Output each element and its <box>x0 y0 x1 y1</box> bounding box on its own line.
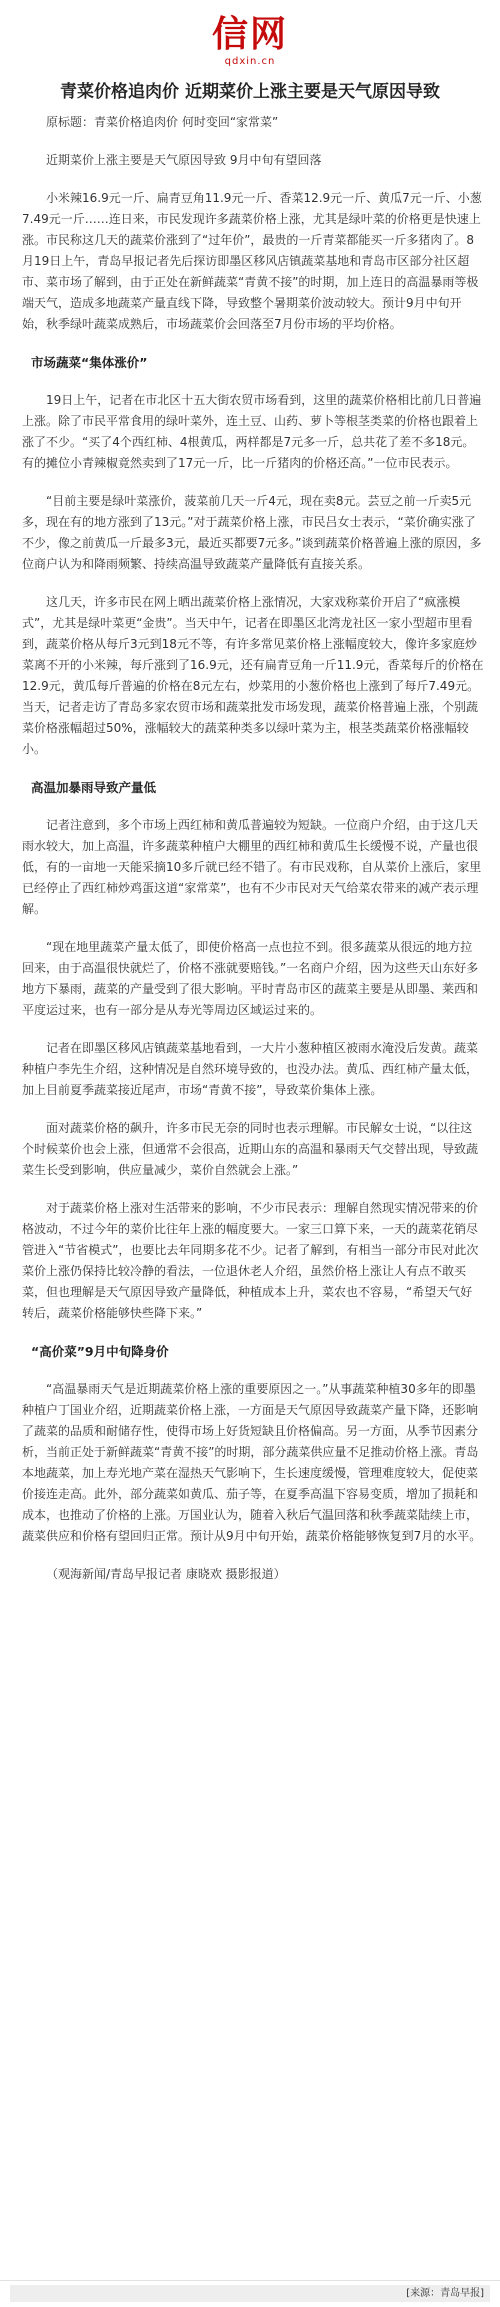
paragraph: 对于蔬菜价格上涨对生活带来的影响，不少市民表示：理解自然现实情况带来的价格波动，不过今年的菜价比往年上涨的幅度要大。一家三口算下来，一天的蔬菜花销尽管进入“节省模式”，也要比去年同期多花不少。记者了解到，有相当一部分市民对此次菜价上涨仍保持比较冷静的看法，一位退休老人介绍，虽然价格上涨让人有点不敢买菜，但也理解是天气原因导致产量降低，种植成本上升，菜农也不容易，“希望天气好转后，蔬菜价格能够快些降下来。” <box>22 1201 479 1320</box>
section-heading: “高价菜”9月中旬降身价 <box>31 1344 169 1359</box>
paragraph: 原标题：青菜价格追肉价 何时变回“家常菜” <box>46 115 279 129</box>
logo-text: 信网 <box>211 13 288 55</box>
paragraph: 记者注意到，多个市场上西红柿和黄瓜普遍较为短缺。一位商户介绍，由于这几天雨水较大，加上高温，许多蔬菜种植户大棚里的西红柿和黄瓜生长缓慢不说，产量也很低，有的一亩地一天能采摘10多斤就已经不错了。有市民戏称，自从菜价上涨后，家里已经停止了西红柿炒鸡蛋这道“家常菜”，也有不少市民对天气给菜农带来的减产表示理解。 <box>22 818 482 916</box>
site-logo[interactable] <box>0 14 500 67</box>
paragraph: 小米辣16.9元一斤、扁青豆角11.9元一斤、香菜12.9元一斤、黄瓜7元一斤、小葱7.49元一斤……连日来，市民发现许多蔬菜价格上涨，尤其是绿叶菜的价格更是快速上涨。市民称这几天的蔬菜价涨到了“过年价”，最贵的一斤青菜都能买一斤多猪肉了。8月19日上午，青岛早报记者先后探访即墨区移风店镇蔬菜基地和青岛市区部分社区超市、菜市场了解到，由于正处在新鲜蔬菜“青黄不接”的时期，加上连日的高温暴雨等极端天气，造成多地蔬菜产量直线下降，导致整个暑期菜价波动较大。预计9月中旬开始，秋季绿叶蔬菜成熟后，市场蔬菜价会回落至7月份市场的平均价格。 <box>22 191 482 331</box>
paragraph: 记者在即墨区移风店镇蔬菜基地看到，一大片小葱种植区被雨水淹没后发黄。蔬菜种植户李先生介绍，这种情况是自然环境导致的，也没办法。黄瓜、西红柿产量太低，加上目前夏季蔬菜接近尾声，市场“青黄不接”，导致菜价集体上涨。 <box>22 1041 479 1097</box>
section-heading: 高温加暴雨导致产量低 <box>31 780 157 795</box>
paragraph: 19日上午，记者在市北区十五大街农贸市场看到，这里的蔬菜价格相比前几日普遍上涨。除了市民平常食用的绿叶菜外，连土豆、山药、萝卜等根茎类菜的价格也跟着上涨了不少。“买了4个西红柿、4根黄瓜，两样都是7元多一斤，总共花了差不多18元。有的摊位小青辣椒竟然卖到了17元一斤，比一斤猪肉的价格还高。”一位市民表示。 <box>22 393 482 470</box>
paragraph: （观海新闻/青岛早报记者 康晓欢 摄影报道） <box>46 1567 286 1581</box>
article-source: [来源：青岛早报] <box>406 2288 484 2299</box>
source-bar <box>10 2285 490 2302</box>
article-body <box>22 112 484 1602</box>
section-heading: 市场蔬菜“集体涨价” <box>31 355 148 370</box>
paragraph: 面对蔬菜价格的飙升，许多市民无奈的同时也表示理解。市民解女士说，“以往这个时候菜价也会上涨，但通常不会很高，近期山东的高温和暴雨天气交替出现，导致蔬菜生长受到影响，供应量减少，菜价自然就会上涨。” <box>22 1121 479 1177</box>
article-title: 青菜价格追肉价 近期菜价上涨主要是天气原因导致 <box>60 82 440 102</box>
paragraph: “高温暴雨天气是近期蔬菜价格上涨的重要原因之一。”从事蔬菜种植30多年的即墨种植户丁国业介绍，近期蔬菜价格上涨，一方面是天气原因导致蔬菜产量下降，还影响了蔬菜的品质和耐储存性，使得市场上好货短缺且价格偏高。另一方面，从季节因素分析，当前正处于新鲜蔬菜“青黄不接”的时期，部分蔬菜供应量不足推动价格上涨。青岛本地蔬菜，加上寿光地产菜在湿热天气影响下，生长速度缓慢，管理难度较大，促使菜价接连走高。此外，部分蔬菜如黄瓜、茄子等，在夏季高温下容易变质，增加了损耗和成本，也推动了价格的上涨。万国业认为，随着入秋后气温回落和秋季蔬菜陆续上市，蔬菜供应和价格有望回归正常。预计从9月中旬开始，蔬菜价格能够恢复到7月的水平。 <box>22 1382 482 1543</box>
paragraph: “目前主要是绿叶菜涨价，菠菜前几天一斤4元，现在卖8元。芸豆之前一斤卖5元多，现在有的地方涨到了13元。”对于蔬菜价格上涨，市民吕女士表示，“菜价确实涨了不少，像之前黄瓜一斤最多3元，最近买都要7元多。”谈到蔬菜价格普遍上涨的原因，多位商户认为和降雨频繁、持续高温导致蔬菜产量降低有直接关系。 <box>22 494 482 571</box>
logo-domain: qdxin.cn <box>224 56 276 67</box>
footer-divider <box>0 2280 500 2281</box>
paragraph: 这几天，许多市民在网上晒出蔬菜价格上涨情况，大家戏称菜价开启了“疯涨模式”，尤其是绿叶菜更“金贵”。当天中午，记者在即墨区北湾龙社区一家小型超市里看到，蔬菜价格从每斤3元到18元不等，有许多常见菜价格上涨幅度较大，像许多家庭炒菜离不开的小米辣，每斤涨到了16.9元，还有扁青豆角一斤11.9元，香菜每斤的价格在12.9元，黄瓜每斤普遍的价格在8元左右，炒菜用的小葱价格也上涨到了每斤7.49元。当天，记者走访了青岛多家农贸市场和蔬菜批发市场发现，蔬菜价格普遍上涨，个别蔬菜价格涨幅超过50%，涨幅较大的蔬菜种类多以绿叶菜为主，根茎类蔬菜价格涨幅较小。 <box>22 595 484 756</box>
paragraph: 近期菜价上涨主要是天气原因导致 9月中旬有望回落 <box>46 153 322 167</box>
paragraph: “现在地里蔬菜产量太低了，即使价格高一点也拉不到。很多蔬菜从很远的地方拉回来，由于高温很快就烂了，价格不涨就要赔钱。”一名商户介绍，因为这些天山东好多地方下暴雨，蔬菜的产量受到了很大影响。平时青岛市区的蔬菜主要是从即墨、莱西和平度运过来，也有一部分是从寿光等周边区域运过来的。 <box>22 940 479 1017</box>
